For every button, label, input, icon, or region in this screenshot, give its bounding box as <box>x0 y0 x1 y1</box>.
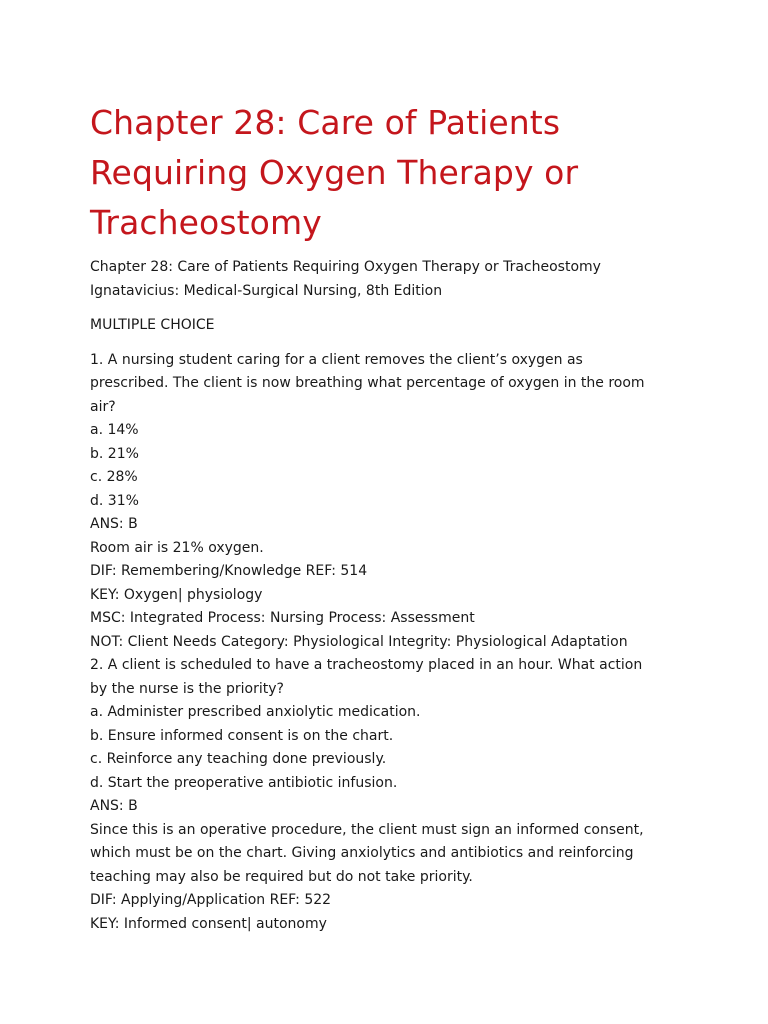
answer-option-b: b. 21% <box>90 445 139 462</box>
chapter-header <box>90 256 690 303</box>
page-title <box>90 98 690 248</box>
rationale-line: teaching may also be required but do not take priority. <box>90 868 473 885</box>
answer-key: ANS: B <box>90 516 138 532</box>
question-stem-line: 2. A client is scheduled to have a tracheostomy placed in an hour. What action <box>90 657 643 673</box>
question-stem-line: prescribed. The client is now breathing what percentage of oxygen in the room <box>90 375 645 391</box>
answer-option-a: a. 14% <box>90 422 139 438</box>
document-page <box>90 98 690 936</box>
title-line-1: Chapter 28: Care of Patients <box>90 103 561 142</box>
answer-option-b: b. Ensure informed consent is on the chart. <box>90 727 394 744</box>
answer-key: ANS: B <box>90 798 138 814</box>
not-category: NOT: Client Needs Category: Physiological Integrity: Physiological Adaptation <box>90 633 628 650</box>
section-heading: MULTIPLE CHOICE <box>90 317 215 333</box>
difficulty-ref: DIF: Applying/Application REF: 522 <box>90 892 332 908</box>
rationale-line: Room air is 21% oxygen. <box>90 539 264 556</box>
msc-category: MSC: Integrated Process: Nursing Process: Assessment <box>90 610 475 626</box>
answer-option-c: c. Reinforce any teaching done previously. <box>90 751 387 767</box>
questions-list <box>90 349 690 937</box>
title-line-3: Tracheostomy <box>90 203 322 242</box>
answer-option-d: d. Start the preoperative antibiotic infusion. <box>90 774 398 791</box>
keywords: KEY: Informed consent| autonomy <box>90 915 327 932</box>
keywords: KEY: Oxygen| physiology <box>90 586 263 603</box>
question-2 <box>90 654 690 936</box>
answer-option-a: a. Administer prescribed anxiolytic medication. <box>90 704 421 720</box>
answer-option-d: d. 31% <box>90 492 139 509</box>
answer-option-c: c. 28% <box>90 469 138 485</box>
question-stem-line: by the nurse is the priority? <box>90 680 284 697</box>
book-line: Ignatavicius: Medical-Surgical Nursing, 8th Edition <box>90 282 443 299</box>
question-stem-line: air? <box>90 398 116 415</box>
difficulty-ref: DIF: Remembering/Knowledge REF: 514 <box>90 563 368 579</box>
title-line-2: Requiring Oxygen Therapy or <box>90 153 579 192</box>
chapter-line: Chapter 28: Care of Patients Requiring Oxygen Therapy or Tracheostomy <box>90 259 601 275</box>
question-1 <box>90 349 690 655</box>
question-stem-line: 1. A nursing student caring for a client removes the client’s oxygen as <box>90 351 583 368</box>
rationale-line: Since this is an operative procedure, the client must sign an informed consent, <box>90 821 644 838</box>
rationale-line: which must be on the chart. Giving anxiolytics and antibiotics and reinforcing <box>90 845 634 861</box>
